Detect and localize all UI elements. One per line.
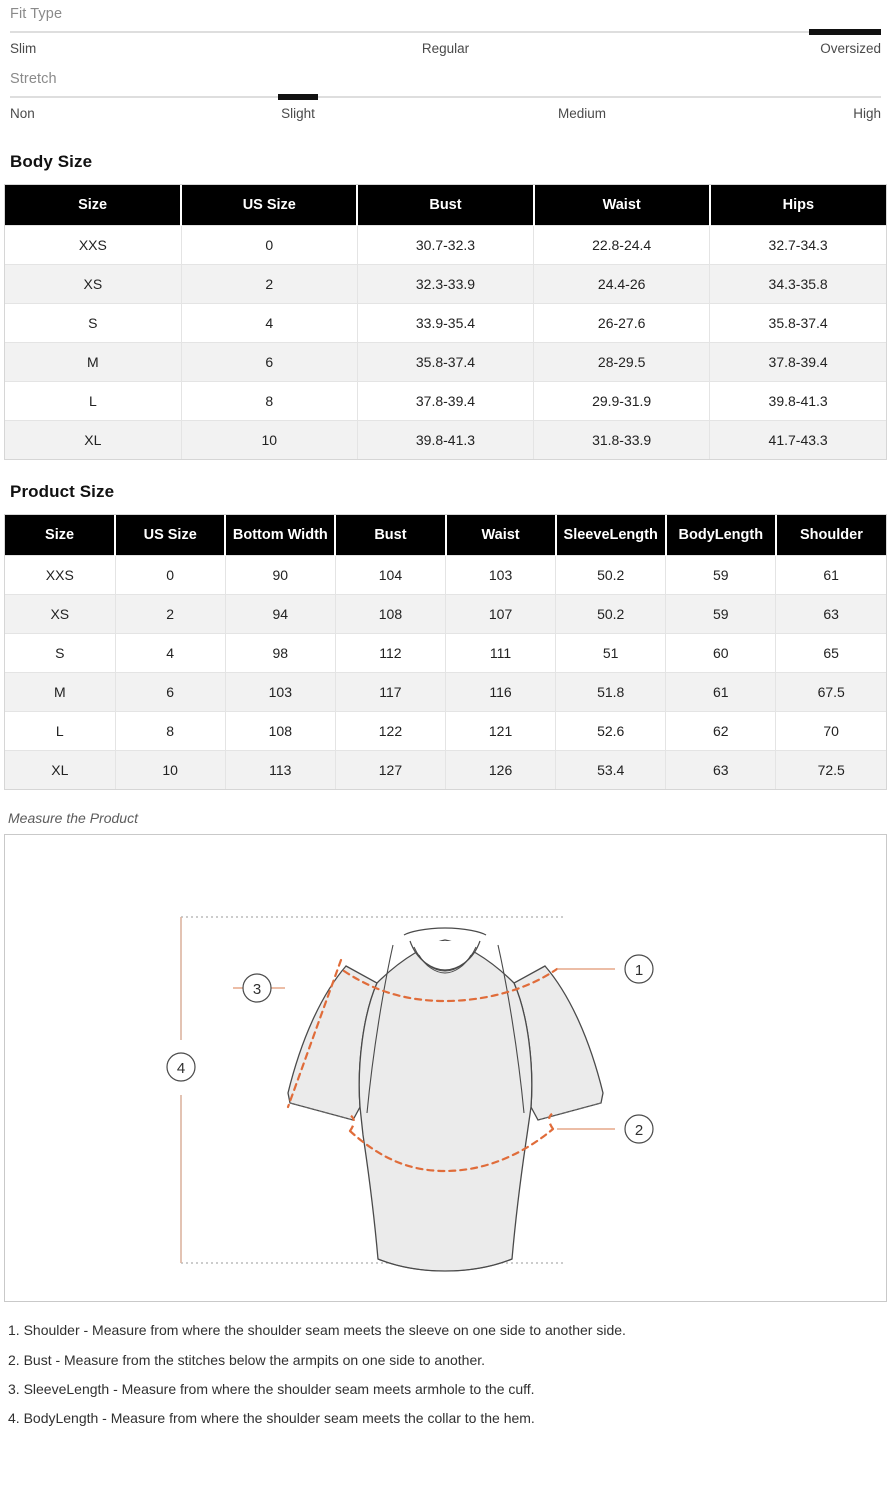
slider-group-stretch <box>0 65 891 130</box>
table-cell: 0 <box>181 226 357 265</box>
marker-2 <box>625 1115 653 1143</box>
product-size-table-wrap <box>4 514 887 790</box>
table-cell: 50.2 <box>556 595 666 634</box>
table-cell: 4 <box>181 304 357 343</box>
table-cell: 32.3-33.9 <box>357 265 533 304</box>
marker-3-label: 3 <box>252 981 262 999</box>
product-size-table <box>5 515 886 789</box>
table-cell: S <box>5 304 181 343</box>
column-header-size: Size <box>5 515 115 556</box>
table-cell: 63 <box>666 751 776 790</box>
table-cell: 94 <box>225 595 335 634</box>
stretch-option-slight[interactable]: Slight <box>281 106 315 121</box>
table-cell: 53.4 <box>556 751 666 790</box>
table-cell: L <box>5 382 181 421</box>
body-size-table <box>5 185 886 459</box>
fit-type-option-slim[interactable]: Slim <box>10 41 37 56</box>
table-cell: 31.8-33.9 <box>534 421 710 460</box>
tshirt-illustration <box>288 928 603 1271</box>
table-row <box>5 556 886 595</box>
table-cell: 103 <box>225 673 335 712</box>
table-cell: 4 <box>115 634 225 673</box>
table-header-row <box>5 515 886 556</box>
measurement-diagram <box>4 834 887 1302</box>
table-cell: 122 <box>335 712 445 751</box>
table-cell: 62 <box>666 712 776 751</box>
stretch-title: Stretch <box>10 71 57 87</box>
table-cell: M <box>5 673 115 712</box>
table-cell: 108 <box>225 712 335 751</box>
table-cell: 127 <box>335 751 445 790</box>
body-size-thead <box>5 185 886 226</box>
table-cell: 117 <box>335 673 445 712</box>
table-row <box>5 382 886 421</box>
table-cell: L <box>5 712 115 751</box>
measurement-notes <box>0 1302 891 1437</box>
table-cell: 39.8-41.3 <box>710 382 886 421</box>
table-cell: 104 <box>335 556 445 595</box>
table-cell: 70 <box>776 712 886 751</box>
table-cell: 51.8 <box>556 673 666 712</box>
table-cell: 103 <box>446 556 556 595</box>
column-header-bust: Bust <box>335 515 445 556</box>
table-cell: XL <box>5 751 115 790</box>
marker-4 <box>167 1053 195 1081</box>
table-cell: 111 <box>446 634 556 673</box>
table-cell: XL <box>5 421 181 460</box>
body-size-table-wrap <box>4 184 887 460</box>
table-cell: 8 <box>115 712 225 751</box>
stretch-option-non[interactable]: Non <box>10 106 35 121</box>
table-cell: 10 <box>115 751 225 790</box>
table-cell: 126 <box>446 751 556 790</box>
table-cell: 121 <box>446 712 556 751</box>
note-item: 1. Shoulder - Measure from where the shoulder seam meets the sleeve on one side to another side. <box>8 1322 626 1339</box>
table-cell: 90 <box>225 556 335 595</box>
table-cell: 37.8-39.4 <box>710 343 886 382</box>
note-item: 2. Bust - Measure from the stitches below the armpits on one side to another. <box>8 1351 486 1368</box>
table-cell: 51 <box>556 634 666 673</box>
table-cell: XS <box>5 265 181 304</box>
column-header-shoulder: Shoulder <box>776 515 886 556</box>
table-cell: XXS <box>5 226 181 265</box>
table-cell: 113 <box>225 751 335 790</box>
column-header-bottom-width: Bottom Width <box>225 515 335 556</box>
fit-type-labels <box>10 33 881 65</box>
table-cell: M <box>5 343 181 382</box>
slider-group-fit-type <box>0 0 891 65</box>
table-cell: 22.8-24.4 <box>534 226 710 265</box>
table-cell: 28-29.5 <box>534 343 710 382</box>
table-cell: 8 <box>181 382 357 421</box>
table-cell: 35.8-37.4 <box>710 304 886 343</box>
table-cell: 50.2 <box>556 556 666 595</box>
table-cell: 2 <box>181 265 357 304</box>
back-neck <box>404 928 486 935</box>
column-header-waist: Waist <box>446 515 556 556</box>
table-cell: 34.3-35.8 <box>710 265 886 304</box>
table-cell: 10 <box>181 421 357 460</box>
table-cell: 33.9-35.4 <box>357 304 533 343</box>
tshirt-diagram-svg <box>5 835 886 1301</box>
stretch-labels <box>10 98 881 130</box>
product-size-tbody <box>5 556 886 790</box>
table-cell: 0 <box>115 556 225 595</box>
table-cell: 32.7-34.3 <box>710 226 886 265</box>
product-size-title: Product Size <box>10 482 115 502</box>
column-header-us-size: US Size <box>115 515 225 556</box>
fit-type-option-regular[interactable]: Regular <box>421 41 470 56</box>
table-cell: 2 <box>115 595 225 634</box>
column-header-us-size: US Size <box>181 185 357 226</box>
table-row <box>5 673 886 712</box>
body-size-title: Body Size <box>10 152 93 171</box>
note-item: 3. SleeveLength - Measure from where the shoulder seam meets armhole to the cuff. <box>8 1381 535 1397</box>
table-cell: 6 <box>115 673 225 712</box>
table-row <box>5 343 886 382</box>
tshirt-body <box>359 940 532 1271</box>
table-cell: 52.6 <box>556 712 666 751</box>
table-row <box>5 634 886 673</box>
column-header-bodylength: BodyLength <box>666 515 776 556</box>
table-cell: 30.7-32.3 <box>357 226 533 265</box>
table-cell: 112 <box>335 634 445 673</box>
column-header-hips: Hips <box>710 185 886 226</box>
column-header-bust: Bust <box>357 185 533 226</box>
fit-type-title: Fit Type <box>10 6 63 22</box>
column-header-waist: Waist <box>534 185 710 226</box>
table-cell: 35.8-37.4 <box>357 343 533 382</box>
table-cell: 65 <box>776 634 886 673</box>
table-cell: 24.4-26 <box>534 265 710 304</box>
note-item: 4. BodyLength - Measure from where the shoulder seam meets the collar to the hem. <box>8 1410 535 1427</box>
marker-4-label: 4 <box>176 1060 186 1078</box>
table-cell: XXS <box>5 556 115 595</box>
table-cell: S <box>5 634 115 673</box>
table-row <box>5 265 886 304</box>
table-cell: 72.5 <box>776 751 886 790</box>
table-cell: 107 <box>446 595 556 634</box>
fit-type-option-oversized[interactable]: Oversized <box>820 41 881 56</box>
table-cell: 39.8-41.3 <box>357 421 533 460</box>
table-cell: 61 <box>666 673 776 712</box>
fit-stretch-sliders <box>0 0 891 130</box>
table-cell: 37.8-39.4 <box>357 382 533 421</box>
table-cell: 29.9-31.9 <box>534 382 710 421</box>
table-cell: 108 <box>335 595 445 634</box>
table-cell: 67.5 <box>776 673 886 712</box>
table-row <box>5 712 886 751</box>
column-header-size: Size <box>5 185 181 226</box>
table-cell: 60 <box>666 634 776 673</box>
marker-3 <box>243 974 271 1002</box>
table-cell: 26-27.6 <box>534 304 710 343</box>
table-cell: 116 <box>446 673 556 712</box>
table-cell: 59 <box>666 556 776 595</box>
column-header-sleevelength: SleeveLength <box>556 515 666 556</box>
table-cell: 61 <box>776 556 886 595</box>
stretch-option-high[interactable]: High <box>853 106 881 121</box>
body-size-tbody <box>5 226 886 460</box>
table-row <box>5 595 886 634</box>
measure-the-product-label: Measure the Product <box>8 810 138 827</box>
table-row <box>5 751 886 790</box>
table-cell: XS <box>5 595 115 634</box>
table-row <box>5 226 886 265</box>
stretch-option-medium[interactable]: Medium <box>557 106 607 121</box>
table-cell: 98 <box>225 634 335 673</box>
marker-2-label: 2 <box>634 1122 644 1140</box>
table-cell: 59 <box>666 595 776 634</box>
table-cell: 41.7-43.3 <box>710 421 886 460</box>
table-row <box>5 304 886 343</box>
table-header-row <box>5 185 886 226</box>
marker-1-label: 1 <box>634 962 644 980</box>
product-size-thead <box>5 515 886 556</box>
table-row <box>5 421 886 460</box>
marker-1 <box>625 955 653 983</box>
table-cell: 63 <box>776 595 886 634</box>
table-cell: 6 <box>181 343 357 382</box>
